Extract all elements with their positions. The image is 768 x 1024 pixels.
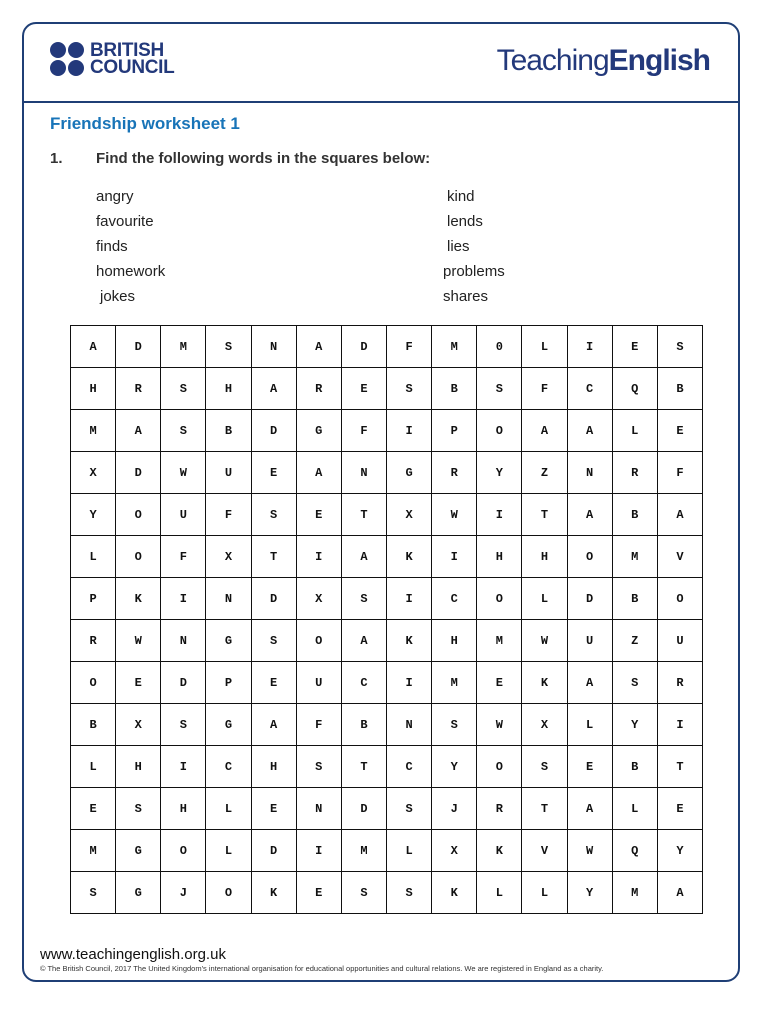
- grid-cell: I: [432, 536, 477, 578]
- grid-cell: C: [386, 746, 431, 788]
- grid-cell: H: [251, 746, 296, 788]
- word-list-item: homework: [96, 263, 166, 280]
- grid-cell: R: [71, 620, 116, 662]
- grid-cell: I: [296, 830, 341, 872]
- grid-cell: S: [296, 746, 341, 788]
- header-divider: [22, 101, 740, 103]
- grid-cell: F: [296, 704, 341, 746]
- grid-cell: O: [296, 620, 341, 662]
- grid-cell: E: [71, 788, 116, 830]
- grid-cell: U: [206, 452, 251, 494]
- grid-cell: I: [161, 578, 206, 620]
- grid-cell: P: [432, 410, 477, 452]
- grid-cell: X: [296, 578, 341, 620]
- word-list-item: angry: [96, 188, 134, 205]
- grid-cell: B: [206, 410, 251, 452]
- grid-cell: S: [341, 578, 386, 620]
- grid-cell: C: [341, 662, 386, 704]
- grid-cell: T: [341, 494, 386, 536]
- word-list-item: jokes: [100, 288, 136, 305]
- grid-cell: H: [206, 368, 251, 410]
- grid-cell: B: [432, 368, 477, 410]
- grid-cell: K: [386, 620, 431, 662]
- grid-cell: E: [657, 788, 702, 830]
- grid-cell: E: [612, 326, 657, 368]
- grid-cell: O: [477, 578, 522, 620]
- word-search-grid: [70, 325, 703, 914]
- bc-line-1: BRITISH: [90, 40, 164, 61]
- grid-cell: U: [296, 662, 341, 704]
- grid-cell: Y: [567, 872, 612, 914]
- grid-cell: N: [161, 620, 206, 662]
- grid-cell: L: [522, 872, 567, 914]
- grid-cell: M: [341, 830, 386, 872]
- grid-row: [71, 830, 703, 872]
- bc-line-2: COUNCIL: [90, 57, 175, 78]
- grid-cell: K: [477, 830, 522, 872]
- british-council-wordmark: [90, 42, 174, 76]
- grid-cell: S: [477, 368, 522, 410]
- grid-cell: L: [522, 578, 567, 620]
- grid-cell: W: [116, 620, 161, 662]
- footer-copyright: © The British Council, 2017 The United Kingdom's international organisation for educational opportunities and cultural relations. We are registered in England as a charity.: [40, 964, 604, 973]
- grid-cell: L: [71, 746, 116, 788]
- grid-cell: X: [522, 704, 567, 746]
- grid-cell: G: [116, 872, 161, 914]
- grid-cell: N: [206, 578, 251, 620]
- grid-cell: E: [477, 662, 522, 704]
- grid-cell: R: [116, 368, 161, 410]
- grid-cell: S: [71, 872, 116, 914]
- grid-row: [71, 368, 703, 410]
- grid-cell: L: [612, 410, 657, 452]
- grid-row: [71, 410, 703, 452]
- grid-row: [71, 578, 703, 620]
- grid-cell: A: [657, 872, 702, 914]
- grid-cell: F: [386, 326, 431, 368]
- grid-cell: I: [567, 326, 612, 368]
- grid-cell: D: [116, 326, 161, 368]
- grid-cell: A: [296, 452, 341, 494]
- grid-cell: A: [657, 494, 702, 536]
- grid-cell: M: [612, 536, 657, 578]
- grid-cell: M: [477, 620, 522, 662]
- grid-cell: S: [251, 620, 296, 662]
- word-list-item: lies: [447, 238, 470, 255]
- grid-cell: Y: [71, 494, 116, 536]
- grid-cell: Y: [477, 452, 522, 494]
- grid-cell: D: [341, 788, 386, 830]
- grid-cell: E: [116, 662, 161, 704]
- grid-cell: E: [251, 788, 296, 830]
- grid-cell: B: [341, 704, 386, 746]
- grid-row: [71, 452, 703, 494]
- grid-cell: A: [567, 494, 612, 536]
- grid-cell: W: [567, 830, 612, 872]
- grid-cell: L: [386, 830, 431, 872]
- grid-cell: S: [386, 368, 431, 410]
- grid-cell: I: [477, 494, 522, 536]
- grid-cell: T: [522, 788, 567, 830]
- grid-cell: O: [477, 410, 522, 452]
- grid-row: [71, 620, 703, 662]
- grid-cell: N: [341, 452, 386, 494]
- grid-cell: K: [432, 872, 477, 914]
- grid-row: [71, 788, 703, 830]
- grid-cell: H: [432, 620, 477, 662]
- grid-cell: B: [71, 704, 116, 746]
- grid-cell: H: [522, 536, 567, 578]
- grid-cell: K: [251, 872, 296, 914]
- grid-cell: O: [567, 536, 612, 578]
- grid-cell: E: [657, 410, 702, 452]
- grid-cell: M: [432, 662, 477, 704]
- grid-cell: D: [341, 326, 386, 368]
- grid-cell: I: [386, 662, 431, 704]
- grid-cell: H: [161, 788, 206, 830]
- grid-cell: G: [296, 410, 341, 452]
- grid-cell: W: [161, 452, 206, 494]
- grid-cell: A: [567, 662, 612, 704]
- grid-cell: A: [251, 704, 296, 746]
- grid-cell: T: [522, 494, 567, 536]
- grid-cell: W: [522, 620, 567, 662]
- grid-cell: C: [567, 368, 612, 410]
- grid-cell: O: [161, 830, 206, 872]
- grid-cell: S: [432, 704, 477, 746]
- grid-cell: S: [161, 410, 206, 452]
- grid-cell: G: [386, 452, 431, 494]
- grid-cell: E: [251, 452, 296, 494]
- question-text: Find the following words in the squares below:: [96, 150, 431, 167]
- grid-cell: L: [71, 536, 116, 578]
- grid-cell: F: [161, 536, 206, 578]
- grid-cell: F: [341, 410, 386, 452]
- grid-cell: A: [71, 326, 116, 368]
- grid-cell: N: [386, 704, 431, 746]
- grid-cell: G: [116, 830, 161, 872]
- grid-cell: F: [522, 368, 567, 410]
- word-list-item: shares: [443, 288, 489, 305]
- word-list-item: kind: [447, 188, 475, 205]
- question-number: 1.: [50, 150, 63, 167]
- grid-cell: K: [386, 536, 431, 578]
- word-list-item: finds: [96, 238, 128, 255]
- grid-cell: S: [522, 746, 567, 788]
- grid-cell: B: [612, 746, 657, 788]
- grid-cell: O: [477, 746, 522, 788]
- grid-cell: S: [341, 872, 386, 914]
- grid-cell: L: [206, 788, 251, 830]
- grid-cell: E: [296, 494, 341, 536]
- grid-cell: X: [206, 536, 251, 578]
- grid-cell: S: [251, 494, 296, 536]
- grid-cell: T: [341, 746, 386, 788]
- grid-cell: O: [116, 536, 161, 578]
- grid-cell: S: [161, 368, 206, 410]
- grid-cell: D: [116, 452, 161, 494]
- british-council-logo: [50, 42, 174, 76]
- grid-cell: C: [432, 578, 477, 620]
- grid-cell: A: [341, 536, 386, 578]
- grid-cell: H: [116, 746, 161, 788]
- grid-cell: S: [386, 872, 431, 914]
- grid-cell: U: [161, 494, 206, 536]
- grid-row: [71, 746, 703, 788]
- grid-cell: B: [612, 578, 657, 620]
- grid-cell: D: [251, 410, 296, 452]
- grid-cell: X: [116, 704, 161, 746]
- grid-cell: M: [612, 872, 657, 914]
- grid-cell: K: [522, 662, 567, 704]
- grid-cell: A: [251, 368, 296, 410]
- grid-row: [71, 872, 703, 914]
- grid-cell: M: [161, 326, 206, 368]
- grid-cell: N: [296, 788, 341, 830]
- grid-cell: N: [251, 326, 296, 368]
- grid-cell: X: [386, 494, 431, 536]
- grid-cell: G: [206, 620, 251, 662]
- grid-cell: I: [386, 578, 431, 620]
- grid-cell: Q: [612, 368, 657, 410]
- worksheet-title: Friendship worksheet 1: [50, 114, 240, 133]
- grid-cell: S: [386, 788, 431, 830]
- grid-cell: A: [522, 410, 567, 452]
- grid-cell: S: [657, 326, 702, 368]
- grid-cell: A: [341, 620, 386, 662]
- grid-cell: L: [206, 830, 251, 872]
- grid-cell: M: [71, 410, 116, 452]
- grid-cell: W: [477, 704, 522, 746]
- grid-cell: U: [657, 620, 702, 662]
- grid-row: [71, 704, 703, 746]
- grid-cell: O: [116, 494, 161, 536]
- grid-cell: Q: [612, 830, 657, 872]
- grid-cell: A: [296, 326, 341, 368]
- grid-cell: U: [567, 620, 612, 662]
- grid-cell: S: [612, 662, 657, 704]
- grid-cell: H: [477, 536, 522, 578]
- grid-cell: 0: [477, 326, 522, 368]
- grid-cell: Z: [612, 620, 657, 662]
- grid-cell: G: [206, 704, 251, 746]
- grid-cell: C: [206, 746, 251, 788]
- grid-cell: F: [657, 452, 702, 494]
- grid-cell: S: [206, 326, 251, 368]
- grid-cell: E: [567, 746, 612, 788]
- grid-row: [71, 494, 703, 536]
- grid-cell: E: [251, 662, 296, 704]
- word-list-item: lends: [447, 213, 483, 230]
- grid-cell: Y: [432, 746, 477, 788]
- grid-cell: R: [657, 662, 702, 704]
- grid-cell: P: [206, 662, 251, 704]
- grid-cell: D: [567, 578, 612, 620]
- grid-cell: Y: [657, 830, 702, 872]
- grid-cell: X: [71, 452, 116, 494]
- grid-cell: F: [206, 494, 251, 536]
- british-council-dots-icon: [50, 42, 84, 76]
- grid-cell: I: [386, 410, 431, 452]
- grid-cell: J: [432, 788, 477, 830]
- grid-cell: L: [522, 326, 567, 368]
- grid-cell: N: [567, 452, 612, 494]
- grid-cell: O: [71, 662, 116, 704]
- grid-cell: H: [71, 368, 116, 410]
- grid-cell: L: [567, 704, 612, 746]
- grid-cell: L: [612, 788, 657, 830]
- grid-cell: X: [432, 830, 477, 872]
- grid-row: [71, 536, 703, 578]
- footer-url[interactable]: www.teachingenglish.org.uk: [40, 946, 226, 963]
- grid-cell: I: [161, 746, 206, 788]
- grid-row: [71, 326, 703, 368]
- grid-cell: D: [251, 578, 296, 620]
- grid-cell: I: [296, 536, 341, 578]
- word-list-item: favourite: [96, 213, 154, 230]
- grid-cell: A: [567, 410, 612, 452]
- grid-cell: A: [116, 410, 161, 452]
- grid-cell: O: [657, 578, 702, 620]
- grid-cell: L: [477, 872, 522, 914]
- te-logo-part1: Teaching: [496, 44, 609, 77]
- grid-cell: P: [71, 578, 116, 620]
- grid-cell: W: [432, 494, 477, 536]
- grid-cell: B: [657, 368, 702, 410]
- grid-cell: T: [251, 536, 296, 578]
- grid-cell: B: [612, 494, 657, 536]
- grid-cell: D: [251, 830, 296, 872]
- grid-row: [71, 662, 703, 704]
- grid-cell: E: [296, 872, 341, 914]
- grid-cell: O: [206, 872, 251, 914]
- grid-cell: V: [522, 830, 567, 872]
- grid-cell: E: [341, 368, 386, 410]
- grid-cell: I: [657, 704, 702, 746]
- grid-cell: A: [567, 788, 612, 830]
- grid-cell: R: [296, 368, 341, 410]
- grid-cell: K: [116, 578, 161, 620]
- grid-cell: S: [116, 788, 161, 830]
- grid-cell: R: [477, 788, 522, 830]
- word-list-item: problems: [443, 263, 505, 280]
- grid-cell: R: [432, 452, 477, 494]
- grid-cell: Z: [522, 452, 567, 494]
- grid-cell: S: [161, 704, 206, 746]
- grid-cell: T: [657, 746, 702, 788]
- te-logo-part2: English: [608, 44, 710, 77]
- grid-cell: Y: [612, 704, 657, 746]
- grid-cell: V: [657, 536, 702, 578]
- teaching-english-logo: [497, 44, 710, 78]
- grid-cell: J: [161, 872, 206, 914]
- grid-cell: D: [161, 662, 206, 704]
- grid-cell: M: [432, 326, 477, 368]
- grid-cell: M: [71, 830, 116, 872]
- grid-cell: R: [612, 452, 657, 494]
